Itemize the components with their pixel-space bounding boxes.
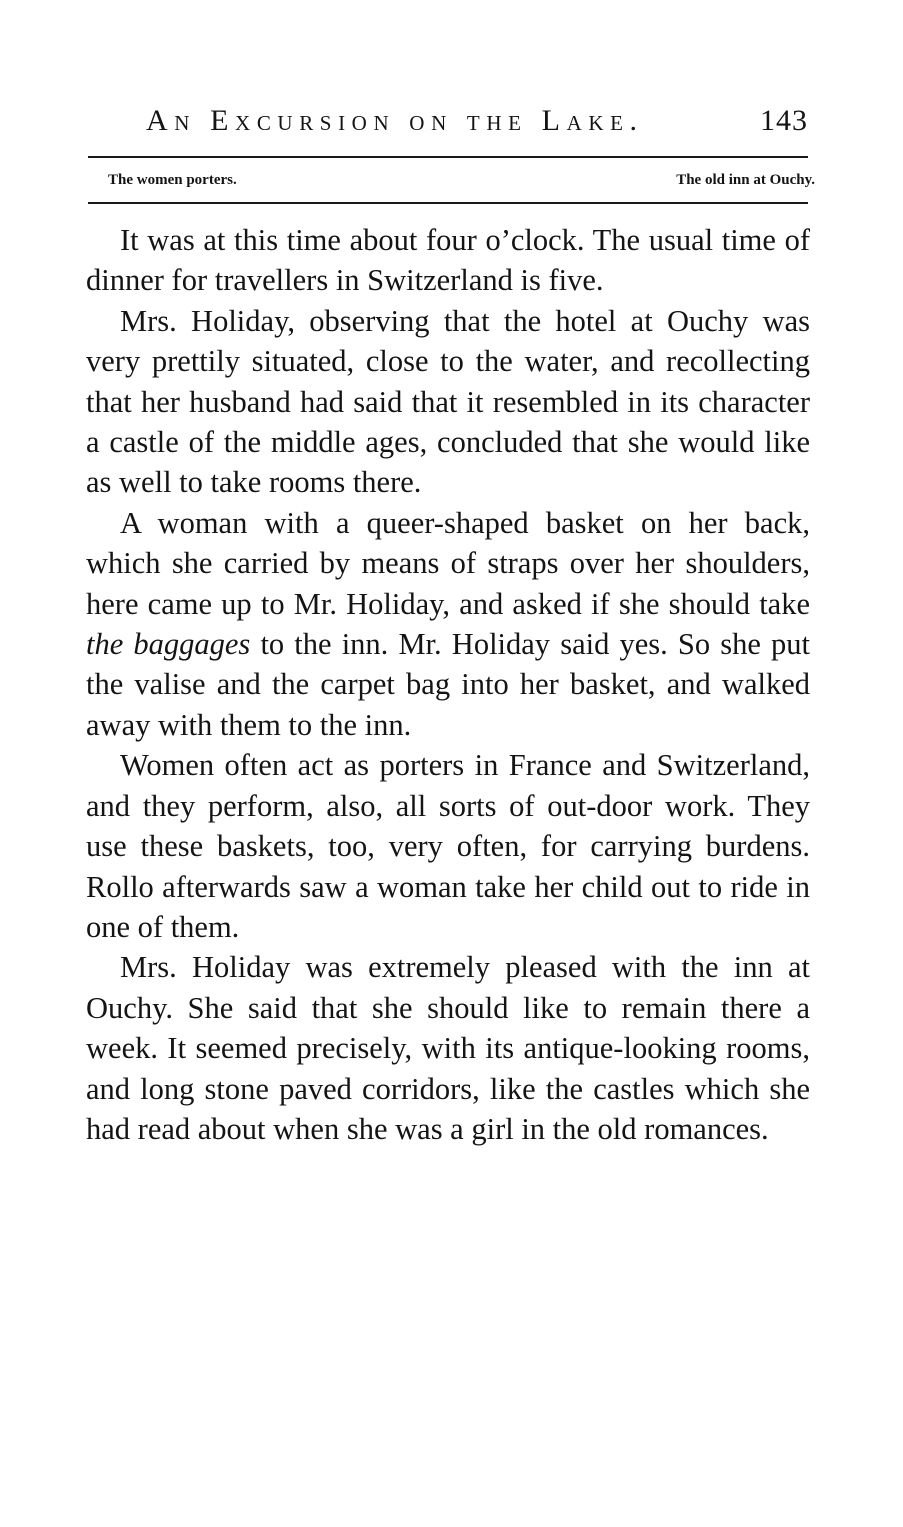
header-rule-bottom: [88, 202, 808, 204]
topic-left: The women porters.: [108, 172, 237, 188]
paragraph: [86, 503, 810, 745]
emphasis-text: the baggages: [86, 627, 251, 662]
paragraph: Women often act as porters in France and Switzerland, and they perform, also, all sorts of out-door work. They use these baskets, too, very often, for carrying burdens. Rollo afterwards saw a woman take her child out to ride in one of them.: [86, 748, 810, 944]
body-text: [86, 220, 810, 1149]
page-number: 143: [760, 104, 808, 137]
topic-right: The old inn at Ouchy.: [676, 172, 815, 188]
paragraph: It was at this time about four o’clock. The usual time of dinner for travellers in Switzerland is five.: [86, 223, 810, 298]
running-title: An Excursion on the Lake.: [146, 104, 644, 137]
paragraph-text: A woman with a queer-shaped basket on her back, which she carried by means of straps over her shoulders, here came up to Mr. Holiday, and asked if she should take: [86, 505, 810, 621]
header-rule-top: [88, 156, 808, 158]
paragraph: Mrs. Holiday was extremely pleased with the inn at Ouchy. She said that she should like to remain there a week. It seemed precisely, with its antique-looking rooms, and long stone paved corridors, like the castles which she had read about when she was a girl in the old romances.: [86, 950, 810, 1146]
running-head: [88, 104, 808, 144]
paragraph: Mrs. Holiday, observing that the hotel at Ouchy was very prettily situated, close to the water, and recollecting that her husband had said that it resembled in its character a castle of the middle ages, concluded that she would like as well to take rooms there.: [86, 303, 810, 500]
paragraph-text: to the inn. Mr. Holiday said yes. So she put the valise and the carpet bag into her basket, and walked away with them to the inn.: [86, 627, 810, 742]
